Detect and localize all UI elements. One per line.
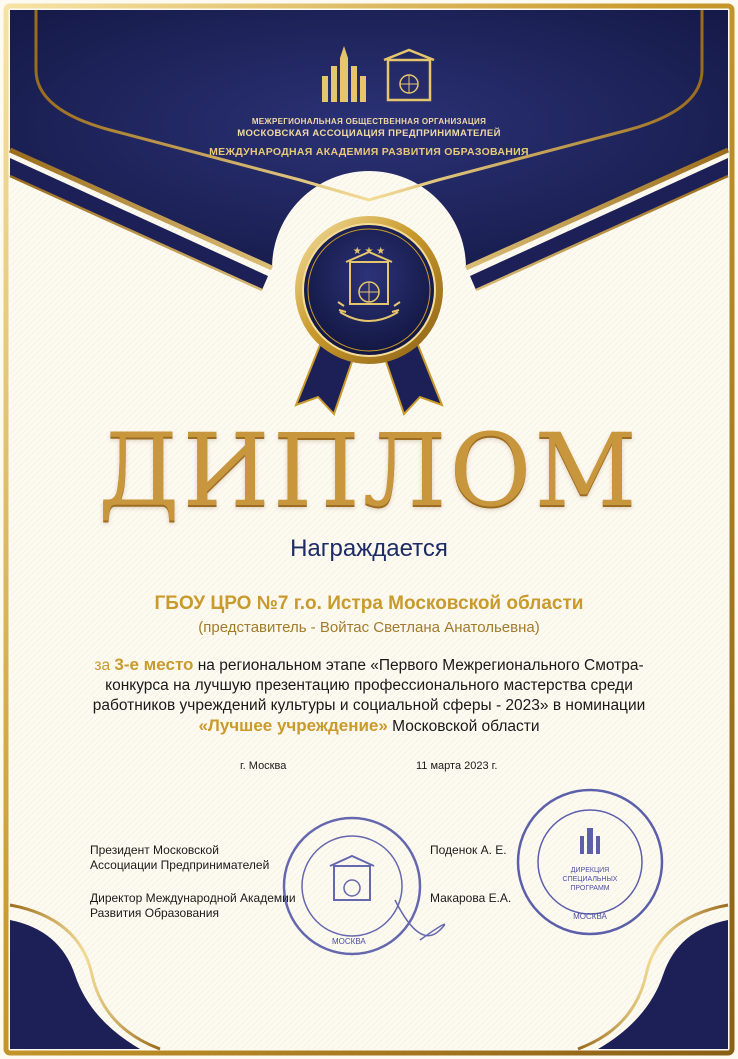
city: г. Москва [240,760,287,772]
signer1-name: Поденок А. Е. [430,843,507,857]
org-name: МОСКОВСКАЯ АССОЦИАЦИЯ ПРЕДПРИНИМАТЕЛЕЙ [237,128,501,139]
medal-icon [295,216,443,364]
academy-name: МЕЖДУНАРОДНАЯ АКАДЕМИЯ РАЗВИТИЯ ОБРАЗОВАНИЯ [209,146,529,158]
date: 11 марта 2023 г. [416,760,498,772]
nomination: «Лучшее учреждение» [198,716,388,735]
stamp-left-city: МОСКВА [332,937,366,946]
recipient-name: ГБОУ ЦРО №7 г.о. Истра Московской области [154,593,584,614]
stamp-right-line3: ПРОГРАММ [570,885,610,892]
org-type: МЕЖРЕГИОНАЛЬНАЯ ОБЩЕСТВЕННАЯ ОРГАНИЗАЦИЯ [251,117,487,126]
signer2-role [90,891,296,921]
awarded-label: Награждается [290,535,448,562]
stamp-right-city: МОСКВА [573,912,607,921]
signer2-role-line2: Развития Образования [90,906,219,920]
representative: (представитель - Войтас Светлана Анатольевна) [198,619,540,636]
signer1-role-line2: Ассоциации Предпринимателей [90,858,270,872]
signer1-role-line1: Президент Московской [90,843,219,857]
signer2-name: Макарова Е.А. [430,891,512,905]
signer2-role-line1: Директор Международной Академии [90,891,296,905]
svg-text:★ ★ ★: ★ ★ ★ [352,246,386,257]
award-text: на региональном этапе «Первого Межрегионального Смотра-конкурса на лучшую презентацию профессионального мастерства среди работников учреждений культуры и социальной сферы - 2023» в номинации [92,657,646,714]
nomination-suffix: Московской области [392,718,540,735]
award-description [75,655,663,737]
stamp-right-line1: ДИРЕКЦИЯ [570,867,610,874]
signer1-role [90,843,269,873]
award-place: 3-е место [114,655,194,674]
stamp-right-line2: СПЕЦИАЛЬНЫХ [562,876,618,883]
diploma-title: ДИПЛОМ [98,412,640,529]
stamp-right-inner [545,866,635,893]
award-prefix: за [94,657,111,674]
